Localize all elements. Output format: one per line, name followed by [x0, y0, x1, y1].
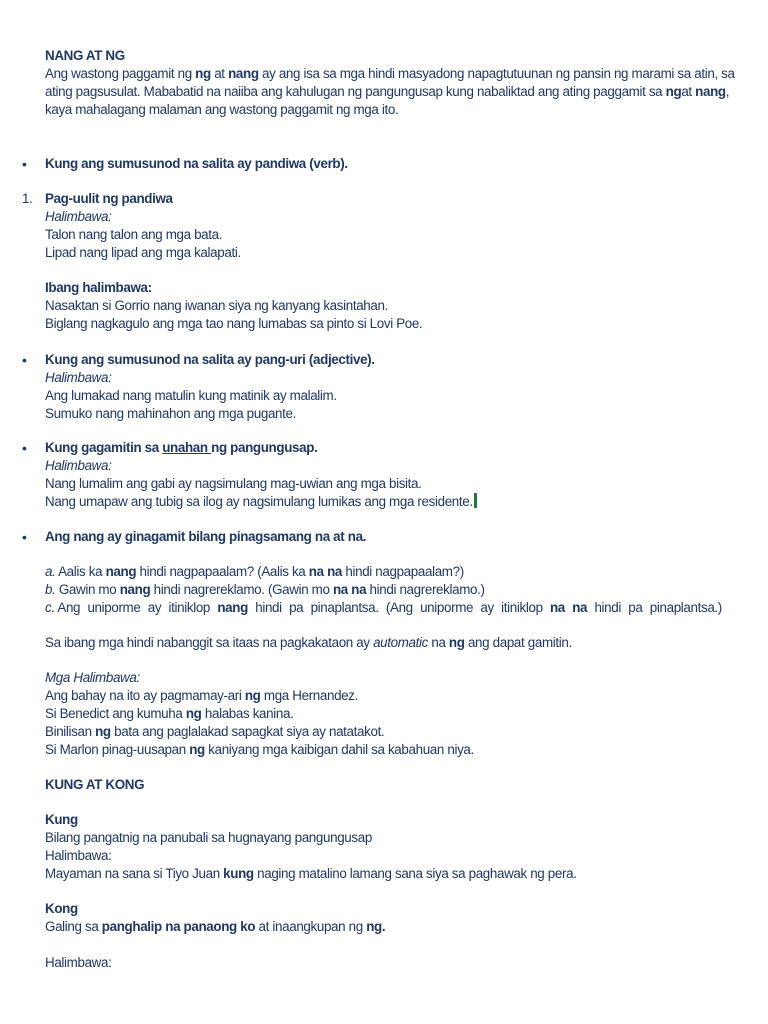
text: na [427, 635, 449, 650]
italic-text: automatic [373, 635, 428, 650]
example-label: Halimbawa: [45, 458, 112, 473]
text: ating pagsusulat. Mababatid na naiiba ang kahulugan ng pangungusap kung nabaliktad ang ating paggamit sa [45, 84, 666, 99]
item-label: a. [45, 564, 56, 579]
text: Si Marlon pinag-uusapan [45, 742, 190, 757]
bold-na: na [572, 600, 588, 615]
example-label: Halimbawa: [45, 955, 112, 970]
intro-line-1 [45, 65, 735, 83]
bullet-icon: • [22, 352, 27, 368]
word: uniporme [420, 600, 474, 615]
underlined-text: unahan [162, 440, 212, 455]
example-a [45, 563, 725, 581]
example-line [45, 865, 725, 883]
definition-line: Bilang pangatnig na panubali sa hugnayang pangungusap [45, 830, 372, 845]
intro-line-2 [45, 83, 730, 101]
bold-na-na: na na [332, 582, 367, 597]
example-label: Halimbawa: [45, 848, 112, 863]
bold-ng: ng [244, 688, 261, 703]
example-line: Nang lumalim ang gabi ay nagsimulang mag-uwian ang mga bisita. [45, 476, 422, 491]
example-line [45, 741, 725, 759]
bullet-icon: • [22, 440, 27, 456]
example-line [45, 723, 725, 741]
text: Nang umapaw ang tubig sa ilog ay nagsimulang lumikas ang mga residente. [45, 494, 473, 509]
bullet-icon: • [22, 156, 27, 172]
sub-heading: Kong [45, 901, 78, 916]
text: Binilisan [45, 724, 96, 739]
text: Si Benedict ang kumuha [45, 706, 186, 721]
example-line: Nasaktan si Gorrio nang iwanan siya ng kanyang kasintahan. [45, 298, 388, 313]
text: Sa ibang mga hindi nabanggit sa itaas na pagkakataon ay [45, 635, 374, 650]
bold-ng: ng [95, 724, 111, 739]
sub-heading: Pag-uulit ng pandiwa [45, 191, 173, 206]
bullet-4-section [45, 528, 725, 546]
section-heading-kung-at-kong: KUNG AT KONG [45, 777, 145, 792]
intro-line-3: kaya mahalagang malaman ang wastong paggamit ng mga ito. [45, 102, 399, 117]
example-line: Ang lumakad nang matulin kung matinik ay malalim. [45, 388, 337, 403]
text: at inaangkupan ng [255, 919, 367, 934]
item-label: c. [45, 600, 55, 615]
bullet-2-title: Kung ang sumusunod na salita ay pang-uri (adjective). [45, 352, 375, 367]
text: hindi nagrereklamo.) [366, 582, 485, 597]
bold-ng: ng [189, 742, 205, 757]
text: ng pangungusap. [211, 440, 318, 455]
word: pinaplantsa. [310, 600, 379, 615]
bold-nang: nang [228, 66, 259, 81]
text: Ang wastong paggamit ng [45, 66, 196, 81]
example-label: Halimbawa: [45, 370, 112, 385]
example-label: Mga Halimbawa: [45, 670, 140, 685]
text-cursor-icon [474, 493, 477, 508]
bullet-3-title [45, 439, 725, 457]
word: (Ang [385, 600, 413, 615]
word [45, 599, 80, 617]
bold-ng: ng. [366, 919, 386, 934]
text: at [210, 66, 229, 81]
text: Ang bahay na ito ay pagmamay-ari [45, 688, 245, 703]
list-number: 1. [22, 191, 33, 206]
bullet-1-title: Kung ang sumusunod na salita ay pandiwa (verb). [45, 156, 348, 171]
text: Gawin mo [55, 582, 120, 597]
text: hindi nagrereklamo. (Gawin mo [150, 582, 333, 597]
text: Ang [57, 600, 81, 615]
sub-heading: Kung [45, 812, 78, 827]
intro-section [45, 47, 735, 119]
word: ay [480, 600, 494, 615]
bold-nang: nang [119, 582, 151, 597]
text: naging matalino lamang sana siya sa paghawak ng pera. [253, 866, 577, 881]
text: Aalis ka [55, 564, 106, 579]
kong-example [45, 954, 725, 972]
bold-ng: ng [448, 635, 465, 650]
word: uniporme [87, 600, 141, 615]
kong-section [45, 900, 725, 936]
text: ay ang isa sa mga hindi masyadong napagtutuunan ng pansin ng marami sa atin, sa [258, 66, 735, 81]
word: itiniklop [501, 600, 543, 615]
bullet-2-section [45, 351, 725, 423]
bold-nang: nang [217, 600, 248, 615]
example-line: Lipad nang lipad ang mga kalapati. [45, 245, 241, 260]
example-line [45, 705, 725, 723]
bullet-1-section [45, 155, 725, 173]
example-line [45, 687, 725, 705]
example-line: Biglang nagkagulo ang mga tao nang lumabas sa pinto si Lovi Poe. [45, 316, 423, 331]
bullet-icon: • [22, 529, 27, 545]
word: pa [628, 600, 643, 615]
bold-kung: kung [223, 866, 254, 881]
ibang-halimbawa-section [45, 279, 725, 333]
kung-at-kong-section [45, 776, 725, 794]
bold-nang: nang [695, 84, 726, 99]
text: , [725, 84, 730, 99]
kung-section [45, 811, 725, 883]
example-b [45, 581, 725, 599]
word: pa [289, 600, 304, 615]
word: pinaplantsa.) [649, 600, 722, 615]
automatic-note [45, 634, 725, 652]
bold-nang: nang [105, 564, 137, 579]
text: Kung gagamitin sa [45, 440, 163, 455]
word: hindi [594, 600, 621, 615]
bullet-3-section [45, 439, 725, 511]
text: bata ang paglalakad sapagkat siya ay natatakot. [110, 724, 385, 739]
sub-heading: Ibang halimbawa: [45, 280, 152, 295]
mga-halimbawa-section [45, 669, 725, 759]
section-heading-nang-at-ng: NANG AT NG [45, 48, 125, 63]
word: ay [147, 600, 162, 615]
bold-text: panghalip na panaong ko [101, 919, 256, 934]
text: Mayaman na sana si Tiyo Juan [45, 866, 224, 881]
bold-ng: ng [665, 84, 682, 99]
text: mga Hernandez. [260, 688, 358, 703]
text: Galing sa [45, 919, 102, 934]
example-line: Talon nang talon ang mga bata. [45, 227, 223, 242]
word: itiniklop [168, 600, 211, 615]
bold-ng: ng [185, 706, 202, 721]
text: kaniyang mga kaibigan dahil sa kabahuan niya. [204, 742, 474, 757]
item-label: b. [45, 582, 56, 597]
bold-ng: ng [195, 66, 211, 81]
example-label: Halimbawa: [45, 209, 112, 224]
note-line [45, 634, 725, 652]
na-na-examples [45, 563, 725, 617]
bold-na: na [549, 600, 565, 615]
example-line: Sumuko nang mahinahon ang mga pugante. [45, 406, 296, 421]
bullet-4-title: Ang nang ay ginagamit bilang pinagsamang na at na. [45, 529, 367, 544]
bold-na-na: na na [308, 564, 343, 579]
example-c [45, 599, 722, 617]
definition-line [45, 918, 725, 936]
text: hindi nagpapaalam?) [342, 564, 464, 579]
pag-uulit-section [45, 190, 725, 262]
word: hindi [255, 600, 282, 615]
text: at [681, 84, 696, 99]
text: halabas kanina. [201, 706, 294, 721]
text: hindi nagpapaalam? (Aalis ka [136, 564, 309, 579]
example-line [45, 493, 725, 511]
text: ang dapat gamitin. [464, 635, 572, 650]
